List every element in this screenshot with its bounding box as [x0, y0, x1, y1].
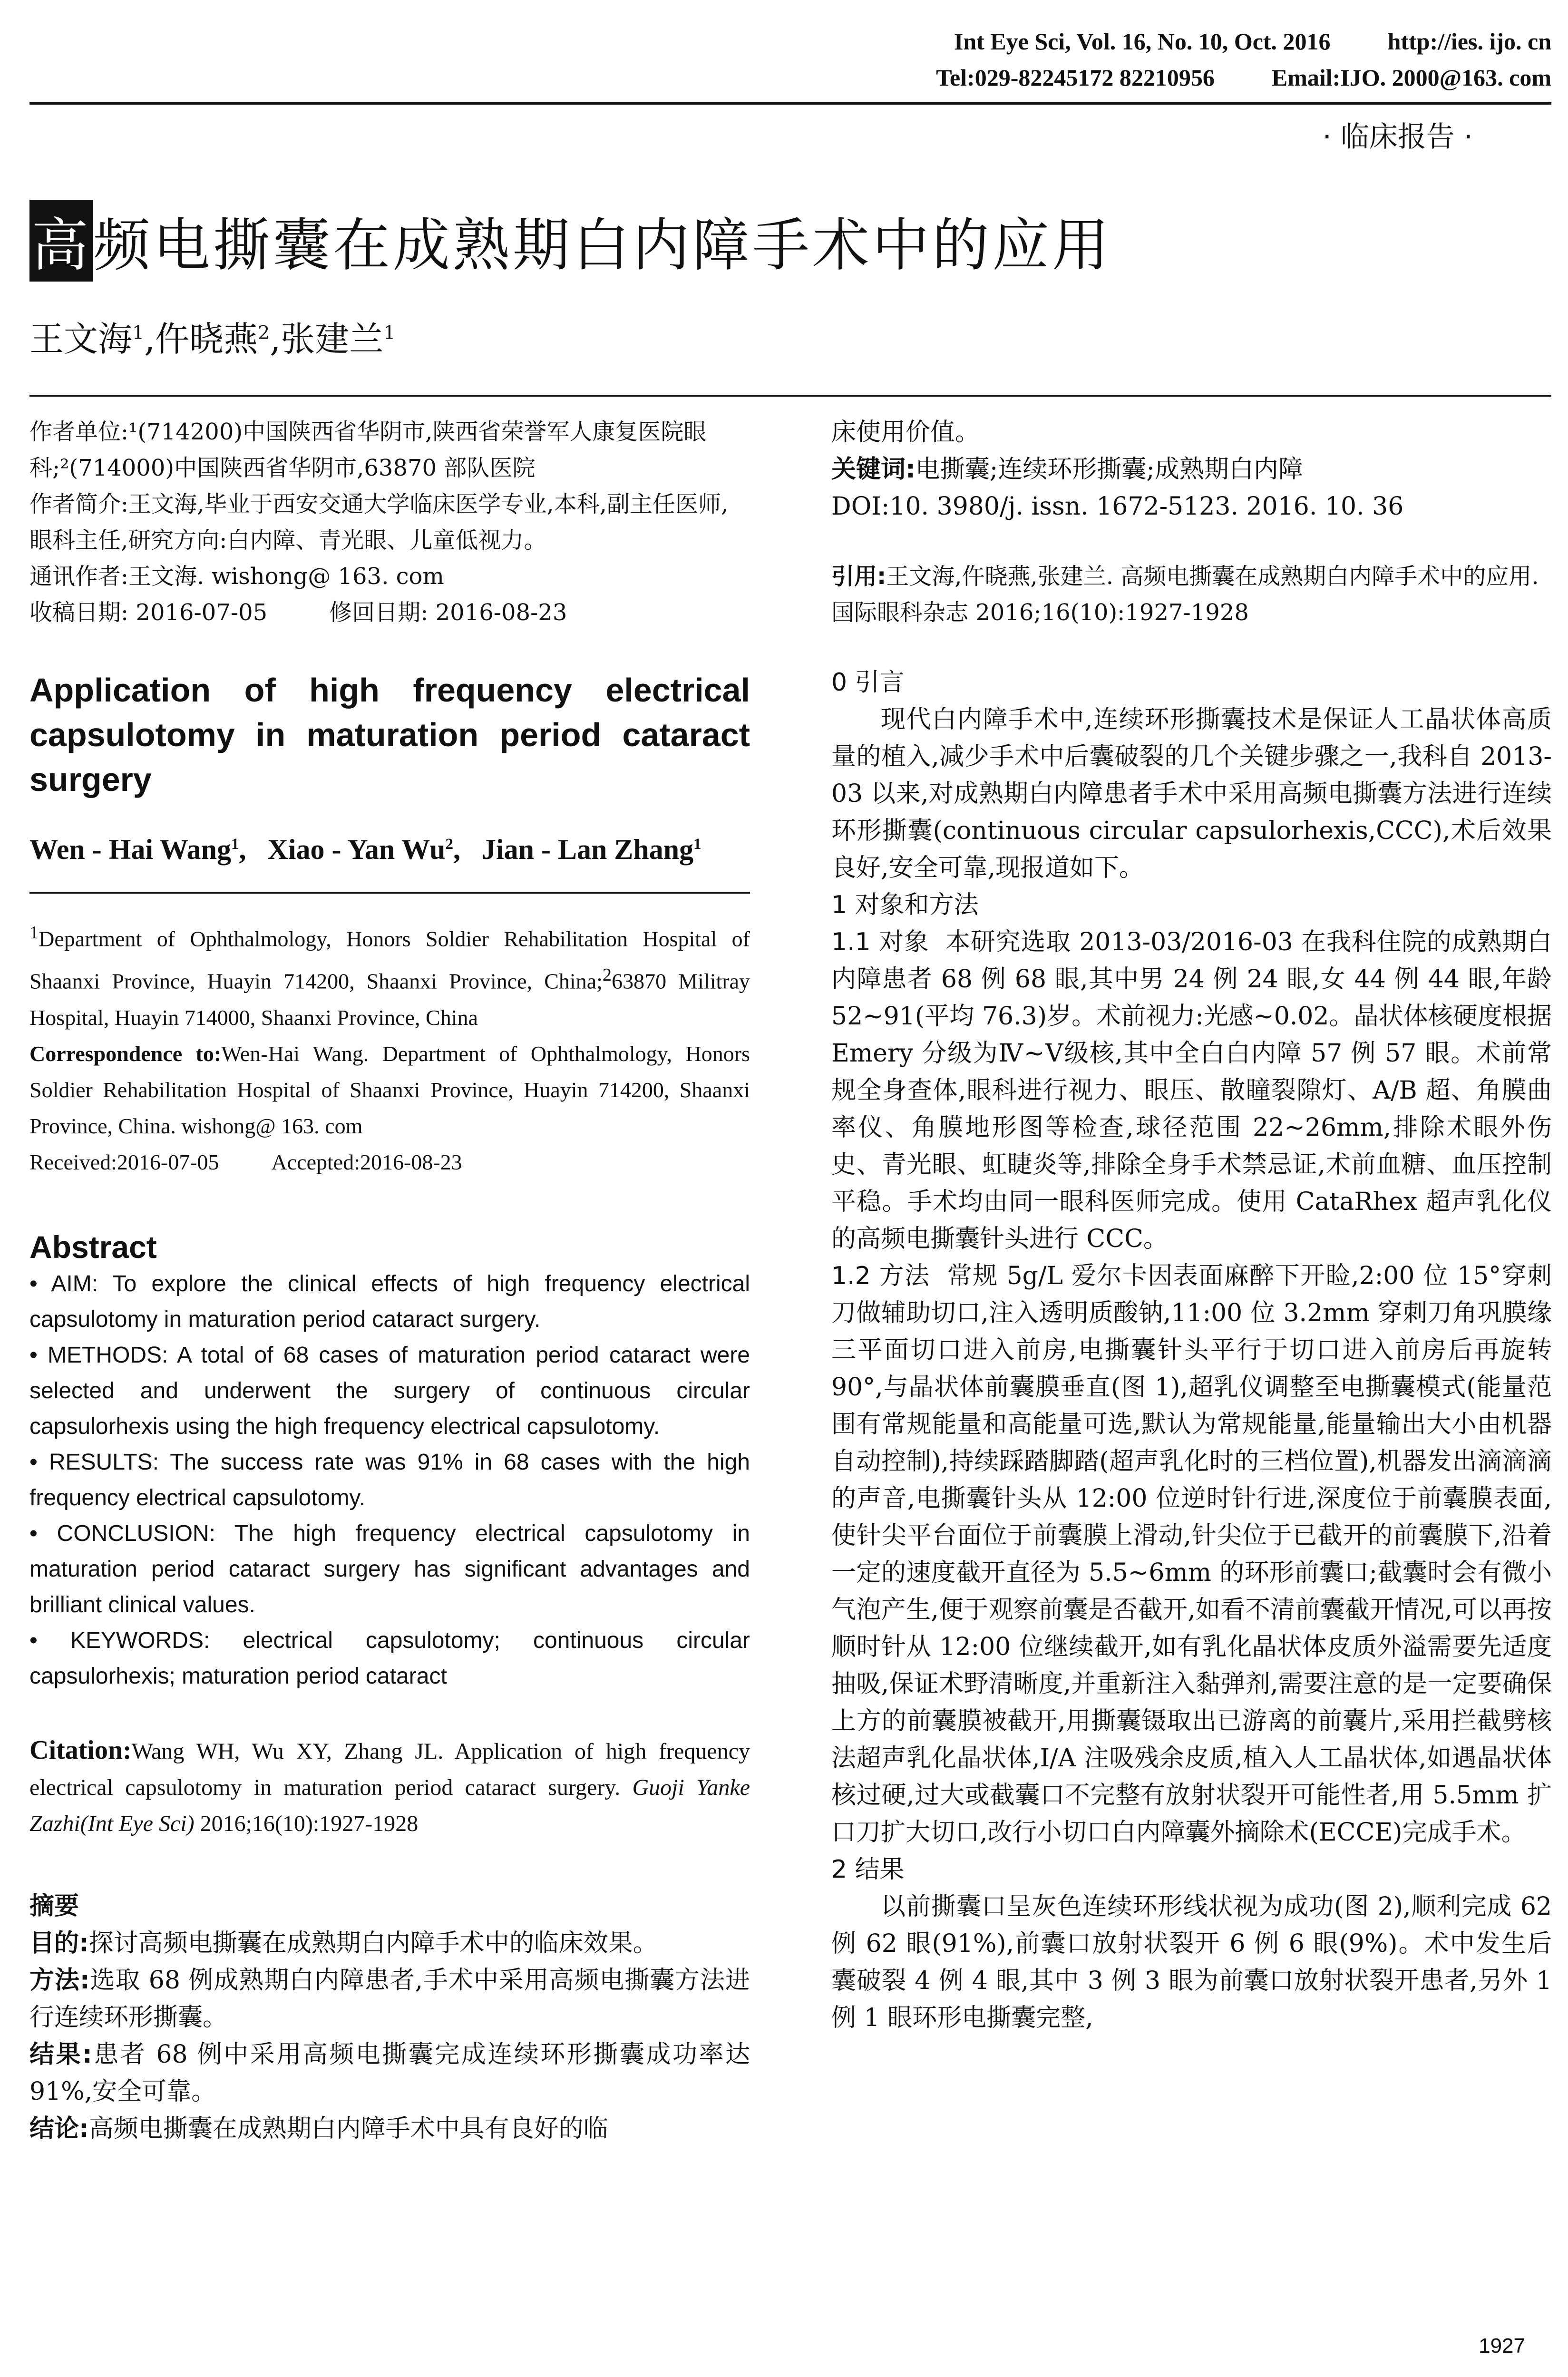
section-1-2-text: 常规 5g/L 爱尔卡因表面麻醉下开睑,2:00 位 15°穿刺刀做辅助切口,注入透明质酸钠,11:00 位 3.2mm 穿刺刀角巩膜缘三平面切口进入前房,电撕囊针头平行于切口进入前房后再旋转 90°,与晶状体前囊膜垂直(图 1),超乳仪调整至电撕囊模式(能量范围有常规能量和高能量可选,默认为常规能量,能量输出大小由机器自动控制),持续踩踏脚踏(超声乳化时的三档位置),机器发出滴滴滴的声音,电撕囊针头从 12:00 位逆时针行进,深度位于前囊膜表面,使针尖平台面位于前囊膜上滑动,针尖位于已截开的前囊膜下,沿着一定的速度截开直径为 5.5~6mm 的环形前囊口;截囊时会有微小气泡产生,便于观察前囊是否截开,如看不清前囊截开情况,可以再按顺时针从 12:00 位继续截开,如有乳化晶状体皮质外溢需要先适度抽吸,保证术野清晰度,并重新注入黏弹剂,需要注意的是一定要确保上方的前囊膜被截开,用撕囊镊取出已游离的前囊片,采用拦截劈核法超声乳化晶状体,I/A 注吸残余皮质,植入人工晶状体,如遇晶状体核过硬,过大或截囊口不完整有放射状裂开可能性者,用 5.5mm 扩口刀扩大切口,改行小切口白内障囊外摘除术(ECCE)完成手术。 — [831, 1262, 1552, 1847]
zh-abstract-methods — [29, 1962, 750, 2036]
dates-en — [29, 1144, 750, 1180]
abstract-methods: • METHODS: A total of 68 cases of maturation period cataract were selected and underwent the surgery of continuous circular capsulorhexis using the high frequency electrical capsulotomy. — [29, 1342, 750, 1439]
zh-abs-text: 选取 68 例成熟期白内障患者,手术中采用高频电撕囊方法进行连续环形撕囊。 — [29, 1966, 750, 2032]
cite-label: 引用: — [831, 563, 886, 590]
english-title: Application of high frequency electrical capsulotomy in maturation period cataract surgery — [29, 672, 750, 798]
dates-zh — [29, 594, 750, 631]
zh-abstract-results — [29, 2036, 750, 2110]
citation-journal: Guoji Yanke Zazhi(Int Eye Sci) — [29, 1774, 750, 1836]
affil-sup: 1 — [29, 923, 39, 943]
accepted-date-en: Accepted:2016-08-23 — [271, 1150, 462, 1174]
methods-heading: 1 对象和方法 — [831, 891, 979, 919]
affiliation-2: 63870 Militray Hospital, Huayin 714000, Shaanxi Province, China — [29, 969, 750, 1030]
en-author-name: Jian - Lan Zhang — [482, 834, 694, 865]
title-first-char: 高 — [29, 200, 93, 282]
divider — [29, 892, 750, 894]
abstract-results: • RESULTS: The success rate was 91% in 68 cases with the high frequency electrical capsulotomy. — [29, 1449, 750, 1510]
author-list — [29, 312, 395, 361]
zh-abs-label: 方法: — [29, 1966, 90, 1995]
abstract-conclusion: • CONCLUSION: The high frequency electrical capsulotomy in maturation period cataract surgery has significant advantages and brilliant clinical values. — [29, 1520, 750, 1617]
section-1-1 — [831, 924, 1552, 1257]
citation-label: Citation: — [29, 1735, 132, 1765]
doi[interactable]: DOI:10. 3980/j. issn. 1672-5123. 2016. 10. 36 — [831, 492, 1404, 521]
zh-abs-text: 高频电撕囊在成熟期白内障手术中具有良好的临 — [88, 2114, 608, 2143]
intro-heading: 0 引言 — [831, 668, 905, 697]
cite-text: 王文海,仵晓燕,张建兰. 高频电撕囊在成熟期白内障手术中的应用. 国际眼科杂志 2016;16(10):1927-1928 — [831, 563, 1539, 626]
header-line-1 — [954, 28, 1551, 55]
zh-abs-text: 探讨高频电撕囊在成熟期白内障手术中的临床效果。 — [88, 1929, 658, 1958]
citation-tail: 2016;16(10):1927-1928 — [200, 1811, 419, 1836]
zh-abs-label: 目的: — [29, 1929, 89, 1958]
zh-abs-label: 结果: — [29, 2040, 92, 2069]
author-sep: , — [144, 319, 156, 359]
journal-website[interactable]: http://ies. ijo. cn — [1387, 28, 1551, 55]
zh-keywords — [831, 451, 1552, 488]
author-sup: 1 — [132, 322, 145, 344]
abstract-heading: Abstract — [29, 1229, 157, 1265]
journal-email[interactable]: Email:IJO. 2000@163. com — [1271, 64, 1551, 91]
section-label: · 临床报告 · — [1322, 120, 1473, 154]
citation-text: Wang WH, Wu XY, Zhang JL. Application of high frequency electrical capsulotomy in maturation period cataract surgery. — [29, 1738, 750, 1800]
received-date-en: Received:2016-07-05 — [29, 1150, 219, 1174]
right-column — [831, 414, 1552, 2036]
header-line-2 — [936, 64, 1551, 91]
section-1-1-label: 1.1 对象 — [831, 928, 929, 956]
en-author-name: Xiao - Yan Wu — [267, 834, 446, 865]
author-info — [29, 414, 750, 631]
correspondence-label: Correspondence to: — [29, 1041, 222, 1066]
english-authors: Wen - Hai Wang$^1$, Xiao - Yan Wu$^2$, Jian - Lan Zhang$^1$ — [29, 834, 701, 865]
en-author-name: Wen - Hai Wang — [29, 834, 231, 865]
author-bio-zh: 作者简介:王文海,毕业于西安交通大学临床医学专业,本科,副主任医师,眼科主任,研究方向:白内障、青光眼、儿童低视力。 — [29, 491, 729, 554]
en-author-sup: 2 — [445, 836, 453, 853]
zh-abstract-heading: 摘要 — [29, 1891, 79, 1920]
top-rule — [29, 395, 1551, 397]
title-rest: 频电撕囊在成熟期白内障手术中的应用 — [93, 213, 1112, 279]
results-heading: 2 结果 — [831, 1855, 905, 1884]
author-sep: , — [270, 319, 281, 359]
received-date-zh: 收稿日期: 2016-07-05 — [29, 599, 268, 626]
author-name: 仵晓燕 — [155, 319, 258, 359]
abstract-aim: • AIM: To explore the clinical effects of high frequency electrical capsulotomy in maturation period cataract surgery. — [29, 1271, 750, 1332]
journal-citation: Int Eye Sci, Vol. 16, No. 10, Oct. 2016 — [954, 28, 1331, 55]
abstract-keywords: • KEYWORDS: electrical capsulotomy; continuous circular capsulorhexis; maturation period cataract — [29, 1627, 750, 1689]
citation-en — [29, 1732, 750, 1842]
author-name: 王文海 — [29, 319, 133, 359]
correspondence-text: Wen-Hai Wang. Department of Ophthalmology, Honors Soldier Rehabilitation Hospital of Shaanxi Province, Huayin 714200, Shaanxi Province, China. wishong@ 163. com — [29, 1041, 750, 1138]
author-sup: 2 — [258, 322, 270, 344]
journal-tel: Tel:029-82245172 82210956 — [936, 64, 1215, 91]
author-name: 张建兰 — [281, 319, 384, 359]
zh-abstract-aim — [29, 1925, 750, 1962]
zh-abstract-conclusion — [29, 2110, 750, 2147]
section-1-1-text: 本研究选取 2013-03/2016-03 在我科住院的成熟期白内障患者 68 例 68 眼,其中男 24 例 24 眼,女 44 例 44 眼,年龄 52~91(平均 76.3)岁。术前视力:光感~0.02。晶状体核硬度根据 Emery 分级为Ⅳ~Ⅴ级核,其中全白白内障 57 例 57 眼。术前常规全身查体,眼科进行视力、眼压、散瞳裂隙灯、A/B 超、角膜曲率仪、角膜地形图等检查,球径范围 22~26mm,排除术眼外伤史、青光眼、虹睫炎等,排除全身手术禁忌证,术前血糖、血压控制平稳。手术均由同一眼科医师完成。使用 CataRhex 超声乳化仪的高频电撕囊针头进行 CCC。 — [831, 928, 1552, 1253]
author-affiliation-zh: 作者单位:¹(714200)中国陕西省华阴市,陕西省荣誉军人康复医院眼科;²(714000)中国陕西省华阴市,63870 部队医院 — [29, 419, 707, 481]
author-sup: 1 — [383, 322, 396, 344]
zh-abs-text: 患者 68 例中采用高频电撕囊完成连续环形撕囊成功率达 91%,安全可靠。 — [29, 2040, 750, 2106]
results-text: 以前撕囊口呈灰色连续环形线状视为成功(图 2),顺利完成 62 例 62 眼(91%),前囊口放射状裂开 6 例 6 眼(9%)。术中发生后囊破裂 4 例 4 眼,其中 3 例 3 眼为前囊口放射状裂开患者,另外 1 例 1 眼环形电撕囊完整, — [831, 1892, 1552, 2032]
zh-abs-label: 结论: — [29, 2114, 89, 2143]
affiliation-1: Department of Ophthalmology, Honors Soldier Rehabilitation Hospital of Shaanxi Province, Huayin 714200, Shaanxi Province, China; — [29, 926, 750, 994]
journal-header — [29, 19, 1551, 105]
corresponding-author-zh: 通讯作者:王文海. wishong@ 163. com — [29, 563, 444, 590]
zh-conclusion-cont: 床使用价值。 — [831, 418, 980, 447]
left-column — [29, 414, 750, 2147]
page-number: 1927 — [1479, 2334, 1525, 2358]
article-title — [29, 200, 1112, 282]
english-affiliation — [29, 915, 750, 1036]
section-1-2 — [831, 1257, 1552, 1851]
en-author-sup: 1 — [231, 836, 239, 853]
intro-text: 现代白内障手术中,连续环形撕囊技术是保证人工晶状体高质量的植入,减少手术中后囊破裂的几个关键步骤之一,我科自 2013-03 以来,对成熟期白内障患者手术中采用高频电撕囊方法进行连续环形撕囊(continuous circular capsulorhexis,CCC),术后效果良好,安全可靠,现报道如下。 — [831, 705, 1552, 882]
affil-sup: 2 — [602, 965, 612, 985]
en-author-sup: 1 — [693, 836, 701, 853]
revised-date-zh: 修回日期: 2016-08-23 — [329, 599, 567, 626]
keywords-text: 电撕囊;连续环形撕囊;成熟期白内障 — [915, 455, 1303, 484]
zh-citation — [831, 558, 1552, 631]
section-1-2-label: 1.2 方法 — [831, 1262, 930, 1290]
keywords-label: 关键词: — [831, 455, 915, 484]
correspondence — [29, 1036, 750, 1144]
